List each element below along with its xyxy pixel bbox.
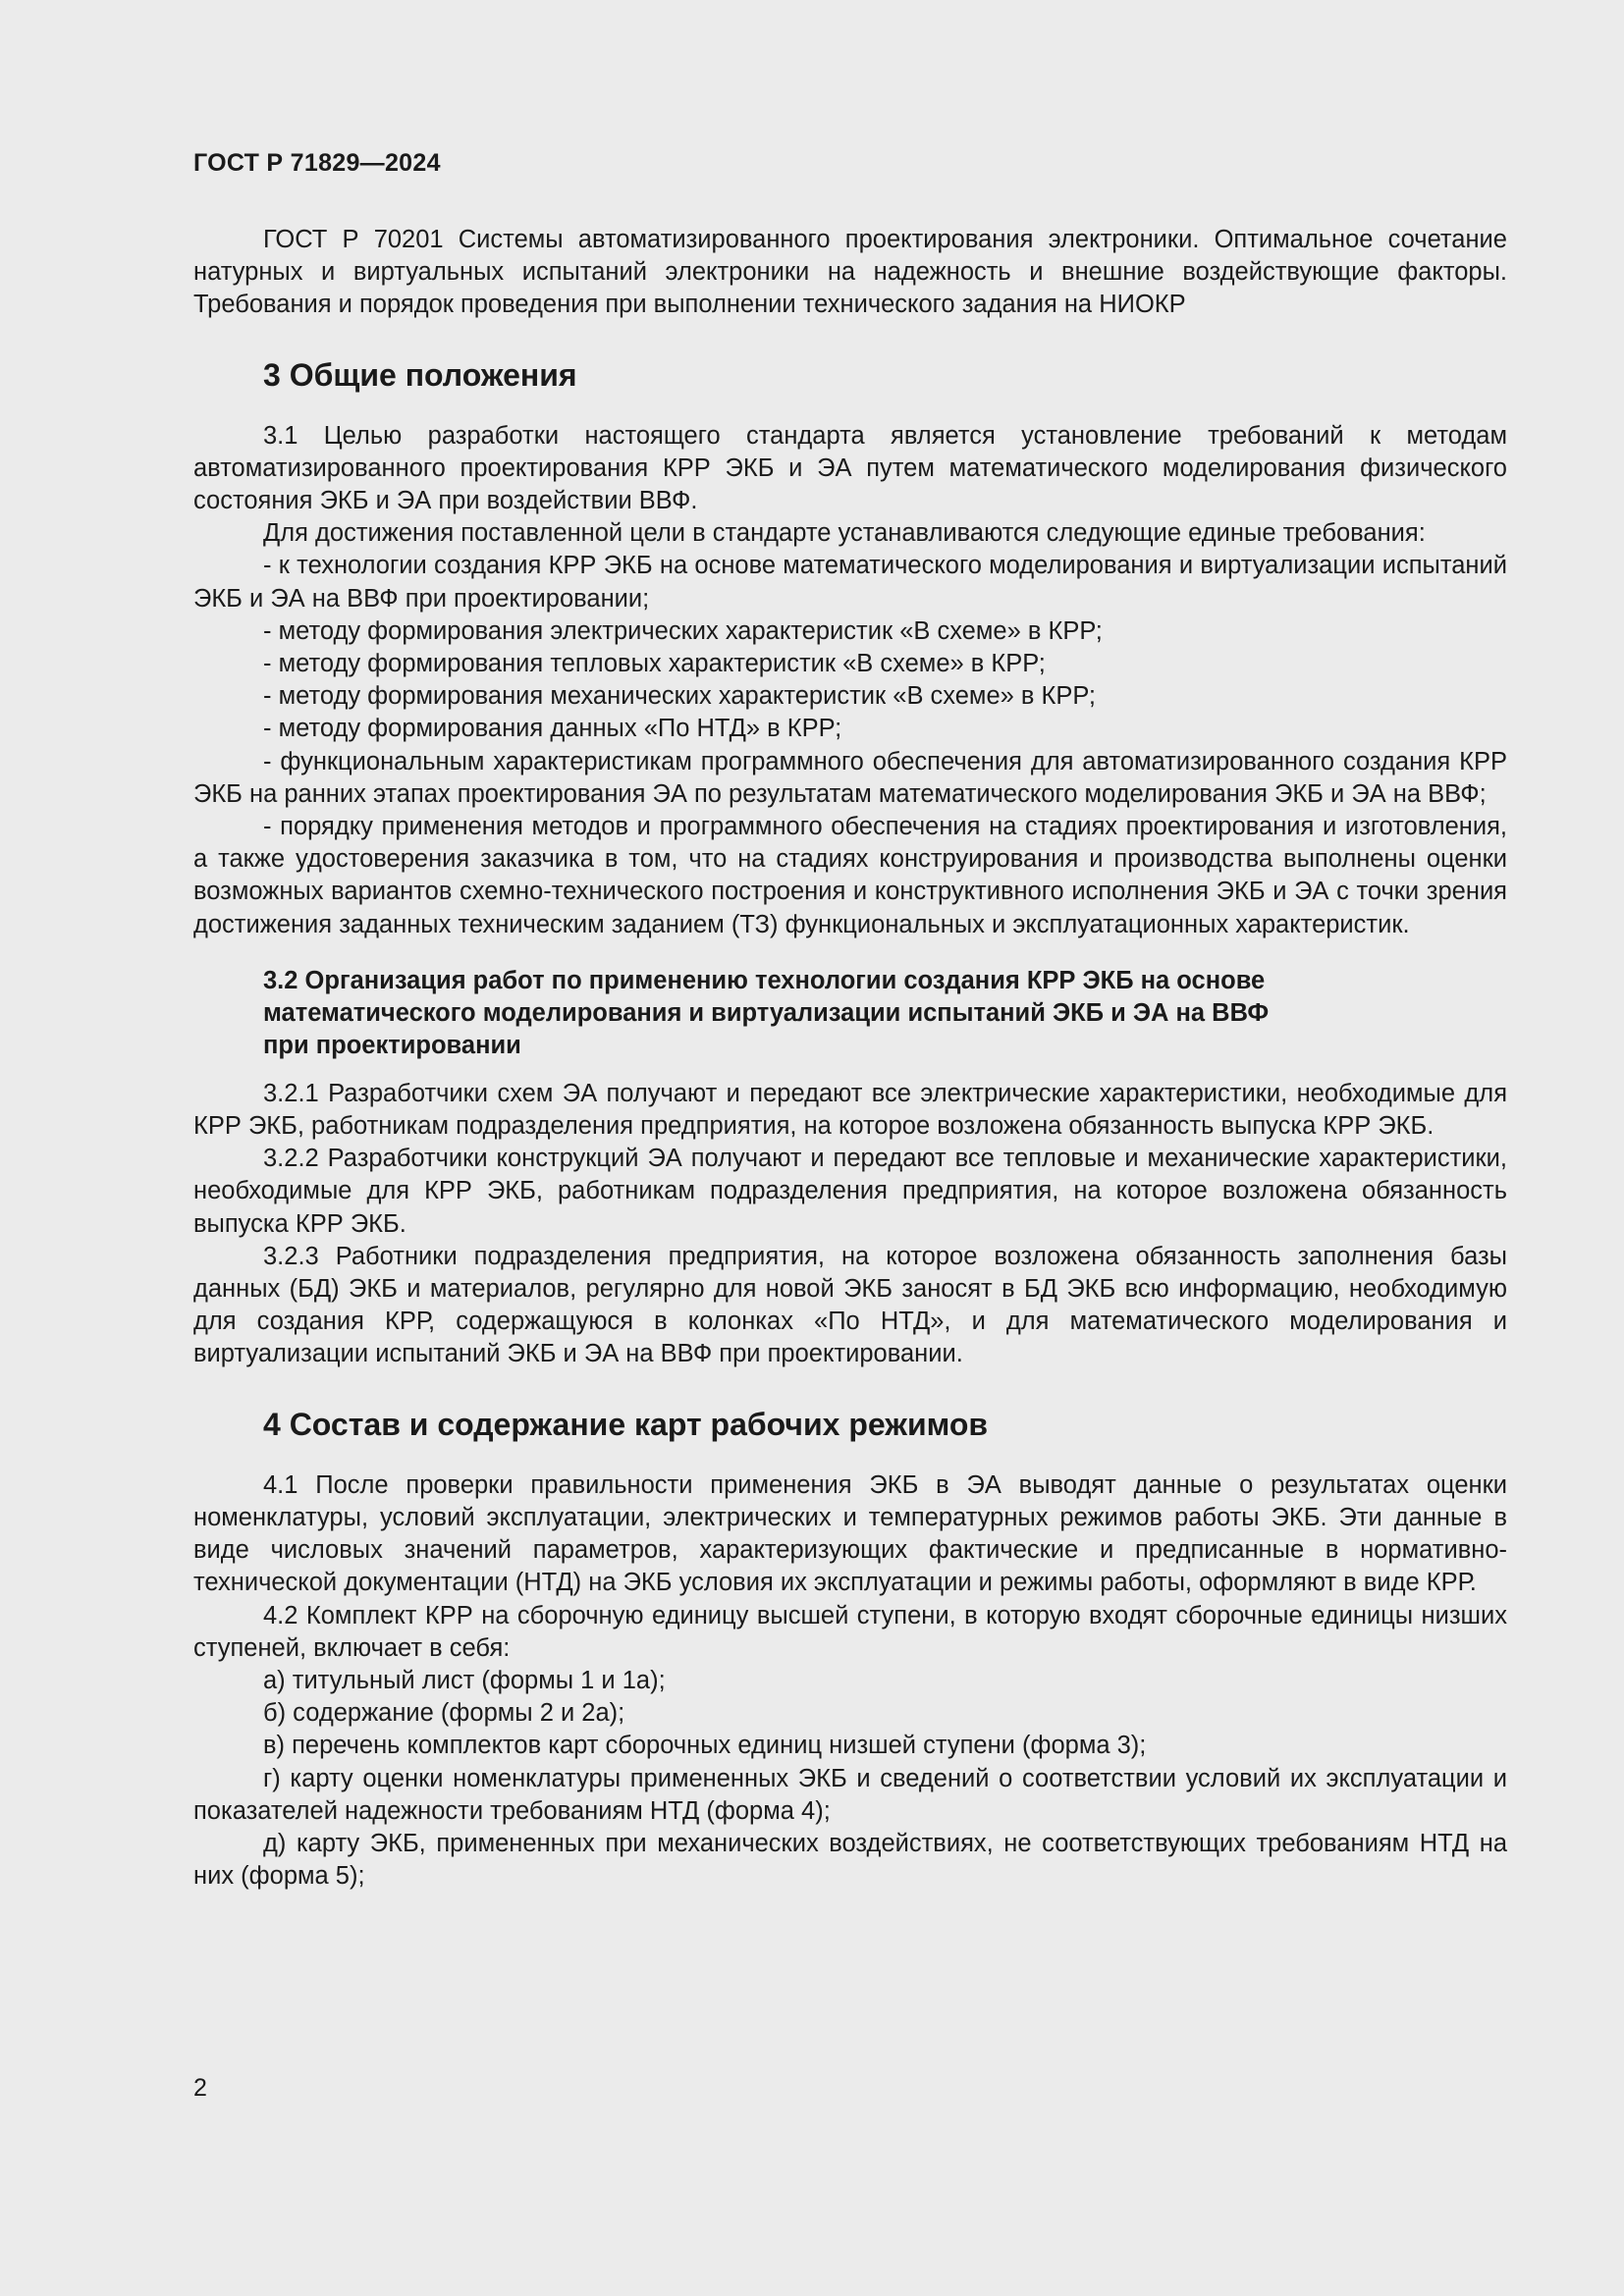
list-item: в) перечень комплектов карт сборочных единиц низшей ступени (форма 3); (263, 1732, 1147, 1760)
list-item: г) карту оценки номенклатуры примененных ЭКБ и сведений о соответствии условий их эксплуатации и показателей надежности требованиям НТД (форма 4); (193, 1764, 1507, 1825)
paragraph-4-2: 4.2 Комплект КРР на сборочную единицу высшей ступени, в которую входят сборочные единицы низших ступеней, включает в себя: (193, 1601, 1507, 1662)
paragraph-4-1: 4.1 После проверки правильности применения ЭКБ в ЭА выводят данные о результатах оценки номенклатуры, условий эксплуатации, электрических и температурных режимов работы ЭКБ. Эти данные в виде числовых значений параметров, характеризующих фактические и предписанные в нормативно-технической документации (НТД) на ЭКБ условия их эксплуатации и режимы работы, оформляют в виде КРР. (193, 1470, 1507, 1597)
subsection-title-line: математического моделирования и виртуализации испытаний ЭКБ и ЭА на ВВФ (263, 998, 1270, 1027)
paragraph-3-2-1: 3.2.1 Разработчики схем ЭА получают и передают все электрические характеристики, необходимые для КРР ЭКБ, работникам подразделения предприятия, на которое возложена обязанность выпуска КРР ЭКБ. (193, 1079, 1507, 1141)
subsection-title-line: 3.2 Организация работ по применению технологии создания КРР ЭКБ на основе (263, 966, 1266, 994)
page-content (193, 224, 1507, 1893)
list-item: - методу формирования электрических характеристик «В схеме» в КРР; (263, 616, 1103, 645)
list-item: б) содержание (формы 2 и 2а); (263, 1699, 625, 1728)
list-item: - методу формирования тепловых характеристик «В схеме» в КРР; (263, 650, 1046, 678)
paragraph-3-1: 3.1 Целью разработки настоящего стандарта является установление требований к методам автоматизированного проектирования КРР ЭКБ и ЭА путем математического моделирования физического состояния ЭКБ и ЭА при воздействии ВВФ. (193, 421, 1507, 515)
section-4-title: 4 Состав и содержание карт рабочих режимов (263, 1406, 989, 1442)
list-item: - функциональным характеристикам программного обеспечения для автоматизированного создания КРР ЭКБ на ранних этапах проектирования ЭА по результатам математического моделирования ЭКБ и ЭА на ВВФ; (193, 747, 1507, 808)
list-item: - методу формирования механических характеристик «В схеме» в КРР; (263, 682, 1096, 711)
document-code: ГОСТ Р 71829—2024 (193, 149, 441, 177)
list-item: - методу формирования данных «По НТД» в КРР; (263, 715, 842, 743)
page-number: 2 (193, 2074, 207, 2102)
list-item: - к технологии создания КРР ЭКБ на основе математического моделирования и виртуализации испытаний ЭКБ и ЭА на ВВФ при проектировании; (193, 552, 1507, 613)
paragraph-goal: Для достижения поставленной цели в стандарте устанавливаются следующие единые требования: (263, 519, 1426, 548)
intro-paragraph: ГОСТ Р 70201 Системы автоматизированного проектирования электроники. Оптимальное сочетание натурных и виртуальных испытаний электроники на надежность и внешние воздействующие факторы. Требования и порядок проведения при выполнении технического задания на НИОКР (193, 226, 1507, 319)
paragraph-3-2-2: 3.2.2 Разработчики конструкций ЭА получают и передают все тепловые и механические характеристики, необходимые для КРР ЭКБ, работникам подразделения предприятия, на которое возложена обязанность выпуска КРР ЭКБ. (193, 1145, 1507, 1238)
paragraph-3-2-3: 3.2.3 Работники подразделения предприятия, на которое возложена обязанность заполнения базы данных (БД) ЭКБ и материалов, регулярно для новой ЭКБ заносят в БД ЭКБ всю информацию, необходимую для создания КРР, содержащуюся в колонках «По НТД», и для математического моделирования и виртуализации испытаний ЭКБ и ЭА на ВВФ при проектировании. (193, 1242, 1507, 1368)
subsection-3-2-title (263, 965, 1507, 1062)
list-item: а) титульный лист (формы 1 и 1а); (263, 1666, 666, 1694)
list-item: - порядку применения методов и программного обеспечения на стадиях проектирования и изготовления, а также удостоверения заказчика в том, что на стадиях конструирования и производства выполнены оценки возможных вариантов схемно-технического построения и конструктивного исполнения ЭКБ и ЭА с точки зрения достижения заданных техническим заданием (ТЗ) функциональных и эксплуатационных характеристик. (193, 813, 1507, 938)
subsection-title-line: при проектировании (263, 1031, 521, 1059)
list-item: д) карту ЭКБ, примененных при механических воздействиях, не соответствующих требованиям НТД на них (форма 5); (193, 1829, 1507, 1891)
section-3-title: 3 Общие положения (263, 356, 577, 393)
